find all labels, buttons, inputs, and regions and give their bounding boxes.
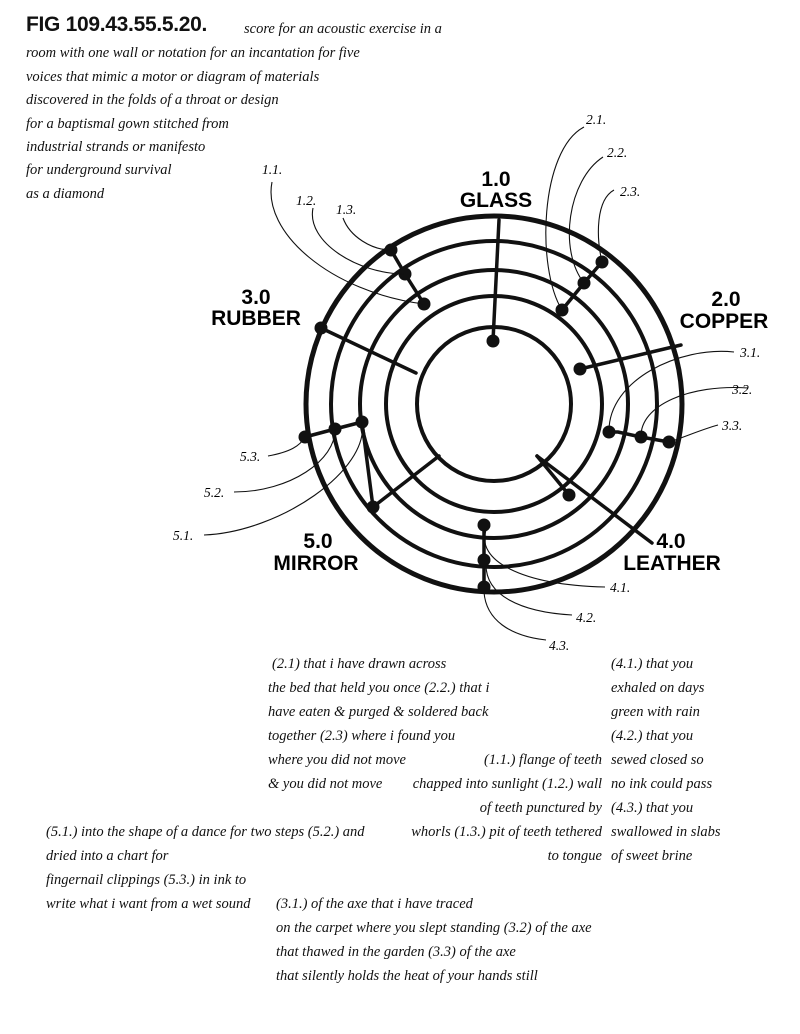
- caption-line-4: discovered in the folds of a throat or design: [26, 92, 279, 108]
- category-number-copper: 2.0: [711, 288, 741, 311]
- category-name-leather: LEATHER: [623, 552, 721, 575]
- node-label-1-3: 1.3.: [336, 202, 357, 217]
- text-1-line-2: chapped into sunlight (1.2.) wall: [412, 776, 602, 792]
- node-label-1-1: 1.1.: [262, 162, 283, 177]
- node-label-2-1: 2.1.: [586, 112, 607, 127]
- category-name-copper: COPPER: [679, 310, 769, 333]
- ring-inner: [417, 327, 571, 481]
- node-label-2-2: 2.2.: [607, 145, 628, 160]
- caption-line-8: as a diamond: [26, 186, 105, 202]
- text-1-line-4: whorls (1.3.) pit of teeth tethered: [411, 824, 602, 840]
- caption-line-7: for underground survival: [26, 162, 172, 178]
- leader-1-3: [343, 218, 391, 250]
- caption-line-5: for a baptismal gown stitched from: [26, 116, 229, 132]
- node-label-5-1: 5.1.: [173, 528, 194, 543]
- category-number-glass: 1.0: [481, 168, 511, 191]
- caption-line-2: room with one wall or notation for an incantation for five: [26, 45, 360, 61]
- text-3-line-3: that thawed in the garden (3.3) of the axe: [276, 944, 516, 960]
- leader-1-2: [312, 208, 405, 274]
- leader-4-3: [484, 592, 546, 640]
- node-label-4-1: 4.1.: [610, 580, 631, 595]
- node-label-4-3: 4.3.: [549, 638, 570, 653]
- text-4-line-5: sewed closed so: [611, 752, 704, 768]
- leader-5-1: [204, 422, 362, 535]
- node-leather-side: [563, 489, 576, 502]
- node-label-2-3: 2.3.: [620, 184, 641, 199]
- text-5-line-2: dried into a chart for: [46, 848, 169, 864]
- node-label-3-2: 3.2.: [732, 382, 753, 397]
- node-label-3-3: 3.3.: [722, 418, 743, 433]
- figure-number: FIG 109.43.55.5.20.: [26, 13, 208, 36]
- node-label-3-1: 3.1.: [740, 345, 761, 360]
- caption-line-6: industrial strands or manifesto: [26, 139, 206, 155]
- node-label-4-2: 4.2.: [576, 610, 597, 625]
- text-5-line-1: (5.1.) into the shape of a dance for two steps (5.2.) and: [46, 824, 365, 840]
- spoke-copper: [580, 345, 681, 369]
- text-1-line-3: of teeth punctured by: [479, 800, 602, 816]
- text-2-line-5: where you did not move: [268, 752, 406, 768]
- node-bottom-mid: [478, 554, 491, 567]
- leader-3-3: [669, 425, 718, 442]
- category-number-mirror: 5.0: [303, 530, 333, 553]
- text-4-line-6: no ink could pass: [611, 776, 713, 792]
- text-1-line-5: to tongue: [547, 848, 602, 864]
- spoke-glass: [493, 220, 499, 341]
- node-mirror: [367, 501, 380, 514]
- caption-line-3: voices that mimic a motor or diagram of materials: [26, 69, 320, 85]
- text-5-line-3: fingernail clippings (5.3.) in ink to: [46, 872, 247, 888]
- text-4-line-3: green with rain: [611, 704, 700, 720]
- node-bottom-outer: [478, 581, 491, 594]
- text-4-line-1: (4.1.) that you: [611, 656, 694, 672]
- text-4-line-9: of sweet brine: [611, 848, 693, 864]
- text-2-line-1: (2.1) that i have drawn across: [272, 656, 447, 672]
- ring-outer: [306, 216, 682, 592]
- node-label-5-2: 5.2.: [204, 485, 225, 500]
- text-5-line-4: write what i want from a wet sound: [46, 896, 251, 912]
- text-3-line-2: on the carpet where you slept standing (3.2) of the axe: [276, 920, 592, 936]
- category-number-rubber: 3.0: [241, 286, 271, 309]
- text-3-line-4: that silently holds the heat of your hands still: [276, 968, 538, 984]
- node-copper-center: [574, 363, 587, 376]
- caption-line-1: score for an acoustic exercise in a: [244, 21, 442, 37]
- text-2-line-6: & you did not move: [268, 776, 383, 792]
- node-glass-center: [487, 335, 500, 348]
- category-number-leather: 4.0: [656, 530, 686, 553]
- text-4-line-4: (4.2.) that you: [611, 728, 694, 744]
- text-4-line-7: (4.3.) that you: [611, 800, 694, 816]
- node-label-1-2: 1.2.: [296, 193, 317, 208]
- category-name-mirror: MIRROR: [273, 552, 359, 575]
- node-rubber: [315, 322, 328, 335]
- category-name-glass: GLASS: [459, 189, 533, 212]
- text-2-line-4: together (2.3) where i found you: [268, 728, 456, 744]
- text-3-line-1: (3.1.) of the axe that i have traced: [276, 896, 473, 912]
- text-2-line-2: the bed that held you once (2.2.) that i: [268, 680, 490, 696]
- text-4-line-2: exhaled on days: [611, 680, 705, 696]
- category-name-rubber: RUBBER: [211, 307, 301, 330]
- node-label-5-3: 5.3.: [240, 449, 261, 464]
- text-4-line-8: swallowed in slabs: [611, 824, 721, 840]
- node-bottom-inner: [478, 519, 491, 532]
- text-1-line-1: (1.1.) flange of teeth: [484, 752, 602, 768]
- text-2-line-3: have eaten & purged & soldered back: [268, 704, 489, 720]
